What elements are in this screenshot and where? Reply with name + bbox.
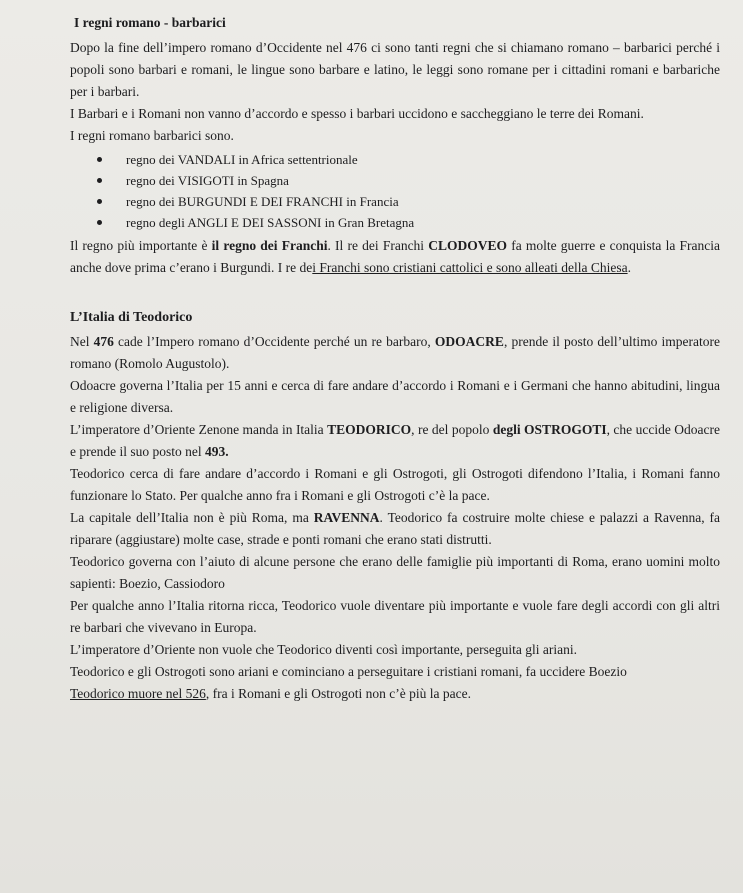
text-run: , che uccide Odoacre e prende il suo posto nel <box>70 422 721 459</box>
paragraph-franchi <box>70 235 720 279</box>
list-item: regno dei VANDALI in Africa settentrionale <box>70 149 720 170</box>
page-title: I regni romano - barbarici <box>74 15 226 30</box>
document-body <box>70 14 720 705</box>
paragraph-conflict: I Barbari e i Romani non vanno d’accordo e spesso i barbari uccidono e saccheggiano le terre dei Romani. <box>70 106 644 121</box>
text-run-bold: RAVENNA <box>313 510 380 525</box>
text-run: , re del popolo <box>411 422 493 437</box>
section-title: L’Italia di Teodorico <box>70 310 193 325</box>
text-run-bold: il regno dei Franchi <box>211 238 328 253</box>
paragraph-ravenna <box>70 507 720 551</box>
text-run: Il regno più importante è <box>70 238 212 253</box>
paragraph-intro: Dopo la fine dell’impero romano d’Occidente nel 476 ci sono tanti regni che si chiamano romano – barbarici perché i popoli sono barbari e romani, le lingue sono barbare e latino, le leggi sono romane per i cittadini romani e barbariche per i barbari. <box>70 40 720 99</box>
text-run: fa molte guerre e conquista la Francia anche dove prima c’erano i Burgundi. I re de <box>70 238 720 275</box>
text-run-bold: TEODORICO <box>327 422 412 437</box>
text-run: . Teodorico fa costruire molte chiese e palazzi a Ravenna, fa riparare (aggiustare) molte case, strade e ponti romani che erano stati distrutti. <box>70 510 720 547</box>
text-run: cade l’Impero romano d’Occidente perché un re barbaro, <box>113 334 435 349</box>
kingdoms-list <box>70 149 720 233</box>
text-run-bold: CLODOVEO <box>428 238 508 253</box>
text-run: , prende il posto dell’ultimo imperatore romano (Romolo Augustolo). <box>70 334 720 371</box>
text-run: . Il re dei Franchi <box>327 238 429 253</box>
text-run-underlined: Teodorico muore nel 526 <box>70 686 206 701</box>
text-run: , fra i Romani e gli Ostrogoti non c’è più la pace. <box>205 686 471 701</box>
paragraph-emperor: L’imperatore d’Oriente non vuole che Teodorico diventi così importante, perseguita gli ariani. <box>70 642 578 657</box>
paragraph-persecution: Teodorico e gli Ostrogoti sono ariani e cominciano a perseguitare i cristiani romani, fa uccidere Boezio <box>70 664 627 679</box>
list-item: regno degli ANGLI E DEI SASSONI in Gran Bretagna <box>70 212 720 233</box>
text-run-bold: 493. <box>204 444 229 459</box>
paragraph-teodorico <box>70 419 720 463</box>
text-run-bold: ODOACRE <box>434 334 504 349</box>
text-run: La capitale dell’Italia non è più Roma, ma <box>70 510 314 525</box>
paragraph-wealth: Per qualche anno l’Italia ritorna ricca, Teodorico vuole diventare più importante e vuole fare degli accordi con gli altri re barbari che vivevano in Europa. <box>70 598 720 635</box>
paragraph-advisors: Teodorico governa con l’aiuto di alcune persone che erano delle famiglie più importanti di Roma, erano uomini molto sapienti: Boezio, Cassiodoro <box>70 554 720 591</box>
paragraph-peace: Teodorico cerca di fare andare d’accordo i Romani e gli Ostrogoti, gli Ostrogoti difendono l’Italia, i Romani fanno funzionare lo Stato. Per qualche anno fra i Romani e gli Ostrogoti c’è la pace. <box>70 466 720 503</box>
paragraph-fall <box>70 331 720 375</box>
text-run: Nel <box>70 334 94 349</box>
text-run-underlined: i Franchi sono cristiani cattolici e sono alleati della Chiesa <box>312 260 628 275</box>
list-item: regno dei VISIGOTI in Spagna <box>70 170 720 191</box>
text-run: L’imperatore d’Oriente Zenone manda in Italia <box>70 422 328 437</box>
paragraph-death <box>70 683 720 705</box>
paragraph-list-intro: I regni romano barbarici sono. <box>70 128 234 143</box>
text-run: . <box>627 260 631 275</box>
list-item: regno dei BURGUNDI E DEI FRANCHI in Francia <box>70 191 720 212</box>
text-run-bold: 476 <box>93 334 114 349</box>
text-run-bold: degli OSTROGOTI <box>492 422 607 437</box>
paragraph-odoacre: Odoacre governa l’Italia per 15 anni e cerca di fare andare d’accordo i Romani e i Germani che hanno abitudini, lingua e religione diversa. <box>70 378 720 415</box>
